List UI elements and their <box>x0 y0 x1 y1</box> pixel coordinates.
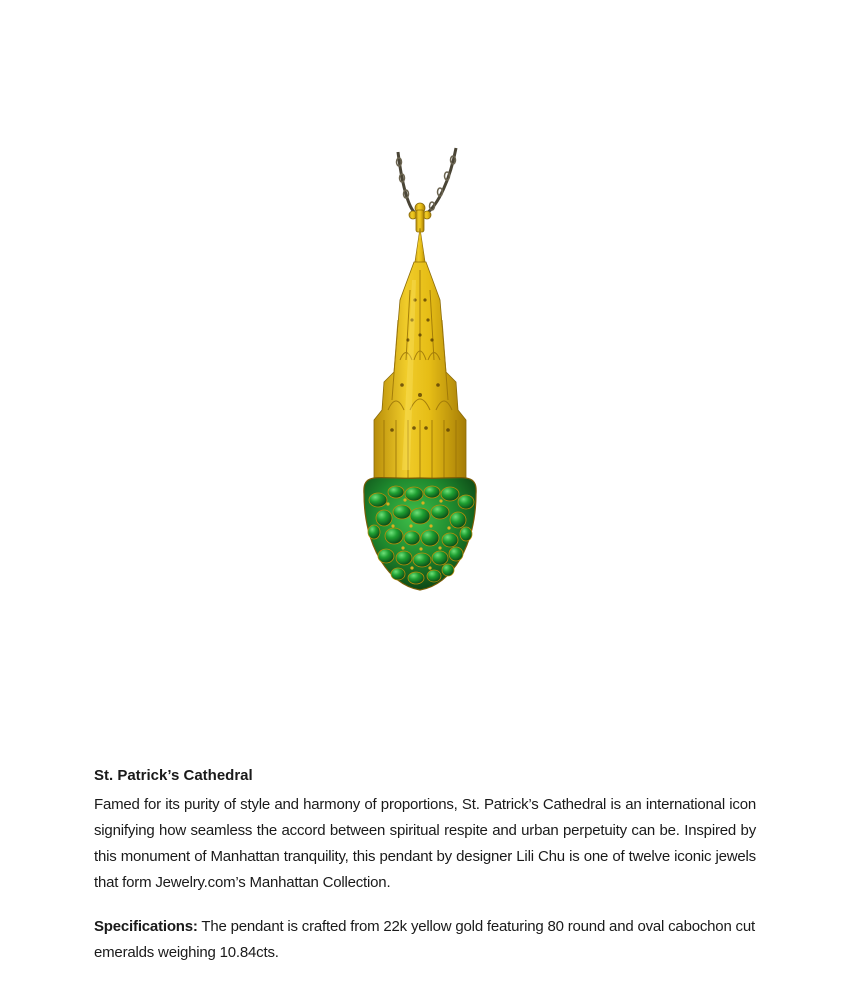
chain <box>398 148 456 214</box>
product-specifications <box>94 914 756 966</box>
product-description: Famed for its purity of style and harmony of proportions, St. Patrick’s Cathedral is an international icon signifying how seamless the accord between spiritual respite and urban perpetuity can be. Inspired by this monument of Manhattan tranquility, this pendant by designer Lili Chu is one of twelve iconic jewels that form Jewelry.com’s Manhattan Collection. <box>94 796 756 891</box>
product-title: St. Patrick’s Cathedral <box>94 767 253 784</box>
product-description-block <box>94 766 756 966</box>
specifications-text: The pendant is crafted from 22k yellow gold featuring 80 round and oval cabochon cut emeralds weighing 10.84cts. <box>94 918 755 961</box>
specifications-label: Specifications: <box>94 918 198 935</box>
